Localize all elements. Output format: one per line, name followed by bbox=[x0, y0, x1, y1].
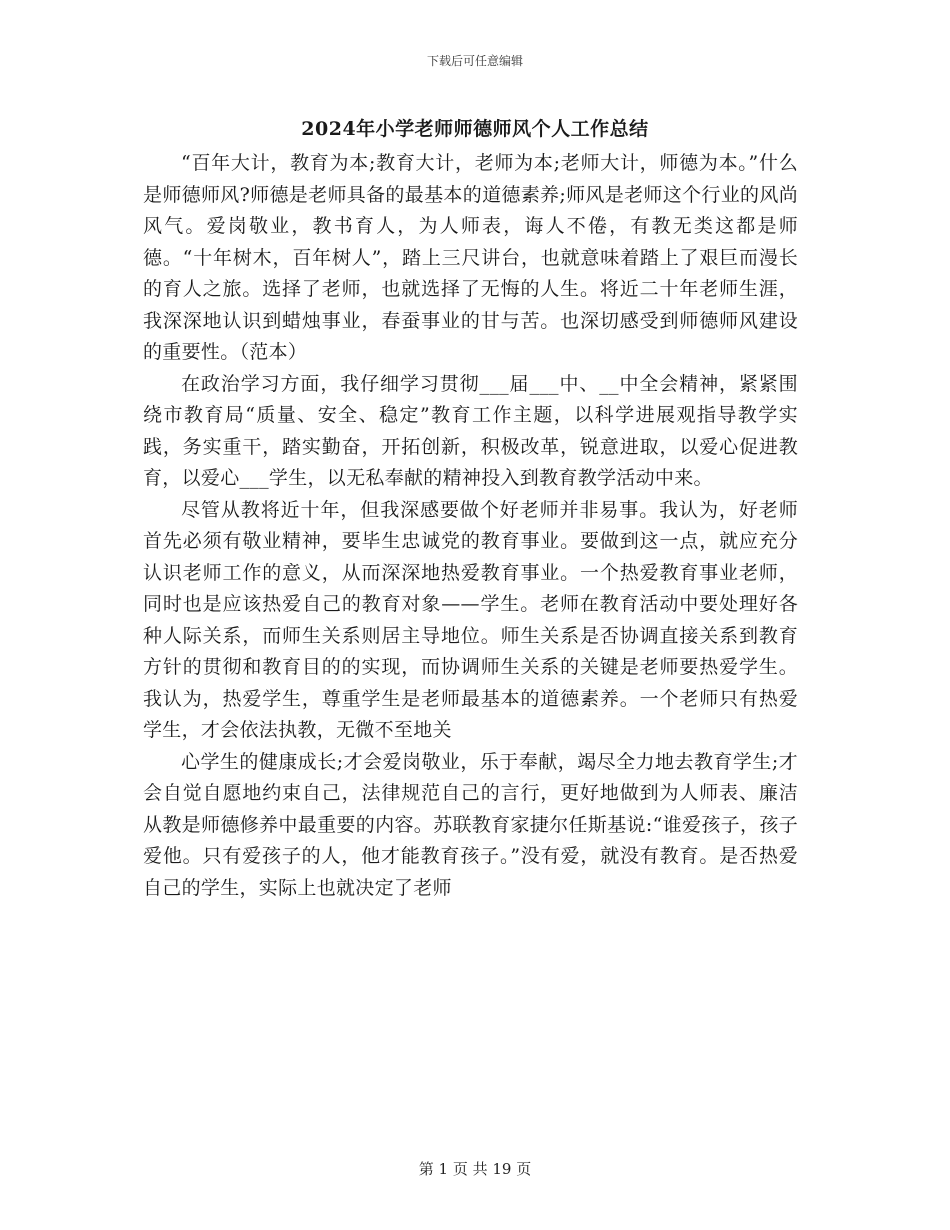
paragraph: “百年大计，教育为本;教育大计，老师为本;老师大计，师德为本。”什么是师德师风?师德是老师具备的最基本的道德素养;师风是老师这个行业的风尚风气。爱岗敬业，教书育人，为人师表，诲人不倦，有教无类这都是师德。“十年树木，百年树人”，踏上三尺讲台，也就意味着踏上了艰巨而漫长的育人之旅。选择了老师，也就选择了无悔的人生。将近二十年老师生涯，我深深地认识到蜡烛事业，春蚕事业的甘与苦。也深切感受到师德师风建设的重要性。（范本） bbox=[143, 152, 798, 363]
paragraph: 心学生的健康成长;才会爱岗敬业，乐于奉献，竭尽全力地去教育学生;才会自觉自愿地约束自己，法律规范自己的言行，更好地做到为人师表、廉洁从教是师德修养中最重要的内容。苏联教育家捷尔任斯基说:“谁爱孩子，孩子爱他。只有爱孩子的人，他才能教育孩子。”没有爱，就没有教育。是否热爱自己的学生，实际上也就决定了老师 bbox=[143, 750, 798, 899]
document-title: 2024年小学老师师德师风个人工作总结 bbox=[301, 118, 649, 140]
page-number-footer: 第 1 页 共 19 页 bbox=[418, 1160, 532, 1178]
paragraph: 在政治学习方面，我仔细学习贯彻___届___中、__中全会精神，紧紧围绕市教育局“质量、安全、稳定”教育工作主题，以科学进展观指导教学实践，务实重干，踏实勤奋，开拓创新，积极改革，锐意进取，以爱心促进教育，以爱心___学生，以无私奉献的精神投入到教育教学活动中来。 bbox=[143, 372, 798, 489]
document-body bbox=[143, 148, 798, 904]
header-note: 下载后可任意编辑 bbox=[426, 54, 523, 68]
paragraph: 尽管从教将近十年，但我深感要做个好老师并非易事。我认为，好老师首先必须有敬业精神，要毕生忠诚党的教育事业。要做到这一点，就应充分认识老师工作的意义，从而深深地热爱教育事业。一个热爱教育事业老师，同时也是应该热爱自己的教育对象——学生。老师在教育活动中要处理好各种人际关系，而师生关系则居主导地位。师生关系是否协调直接关系到教育方针的贯彻和教育目的的实现，而协调师生关系的关键是老师要热爱学生。我认为，热爱学生，尊重学生是老师最基本的道德素养。一个老师只有热爱学生，才会依法执教，无微不至地关 bbox=[143, 498, 798, 741]
